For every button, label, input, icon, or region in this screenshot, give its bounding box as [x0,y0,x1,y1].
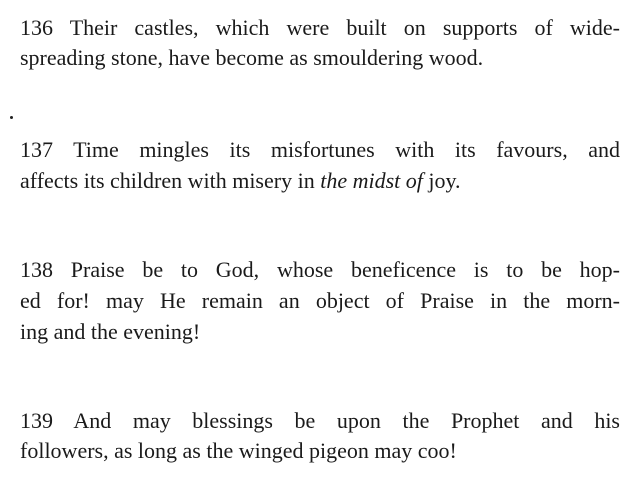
verse-138-line-1: 138 Praise be to God, whose beneficence is to be hop- [20,257,620,282]
verse-138-line-3: ing and the evening! [20,319,201,344]
verse-139-line-1: 139 And may blessings be upon the Prophet and his [20,408,620,433]
verse-136-line-2: spreading stone, have become as smouldering wood. [20,45,484,70]
verse-137-line-1: 137 Time mingles its misfortunes with its favours, and [20,137,620,162]
print-speck [10,116,13,119]
verse-136-line-1: 136 Their castles, which were built on supports of wide- [20,15,620,40]
verse-139-line-2: followers, as long as the winged pigeon may coo! [20,438,457,463]
italic-phrase: the midst of [320,168,423,193]
verse-138-line-2: ed for! may He remain an object of Praise in the morn- [20,288,620,313]
verse-137-line-2: affects its children with misery in the midst of joy. [20,168,461,193]
